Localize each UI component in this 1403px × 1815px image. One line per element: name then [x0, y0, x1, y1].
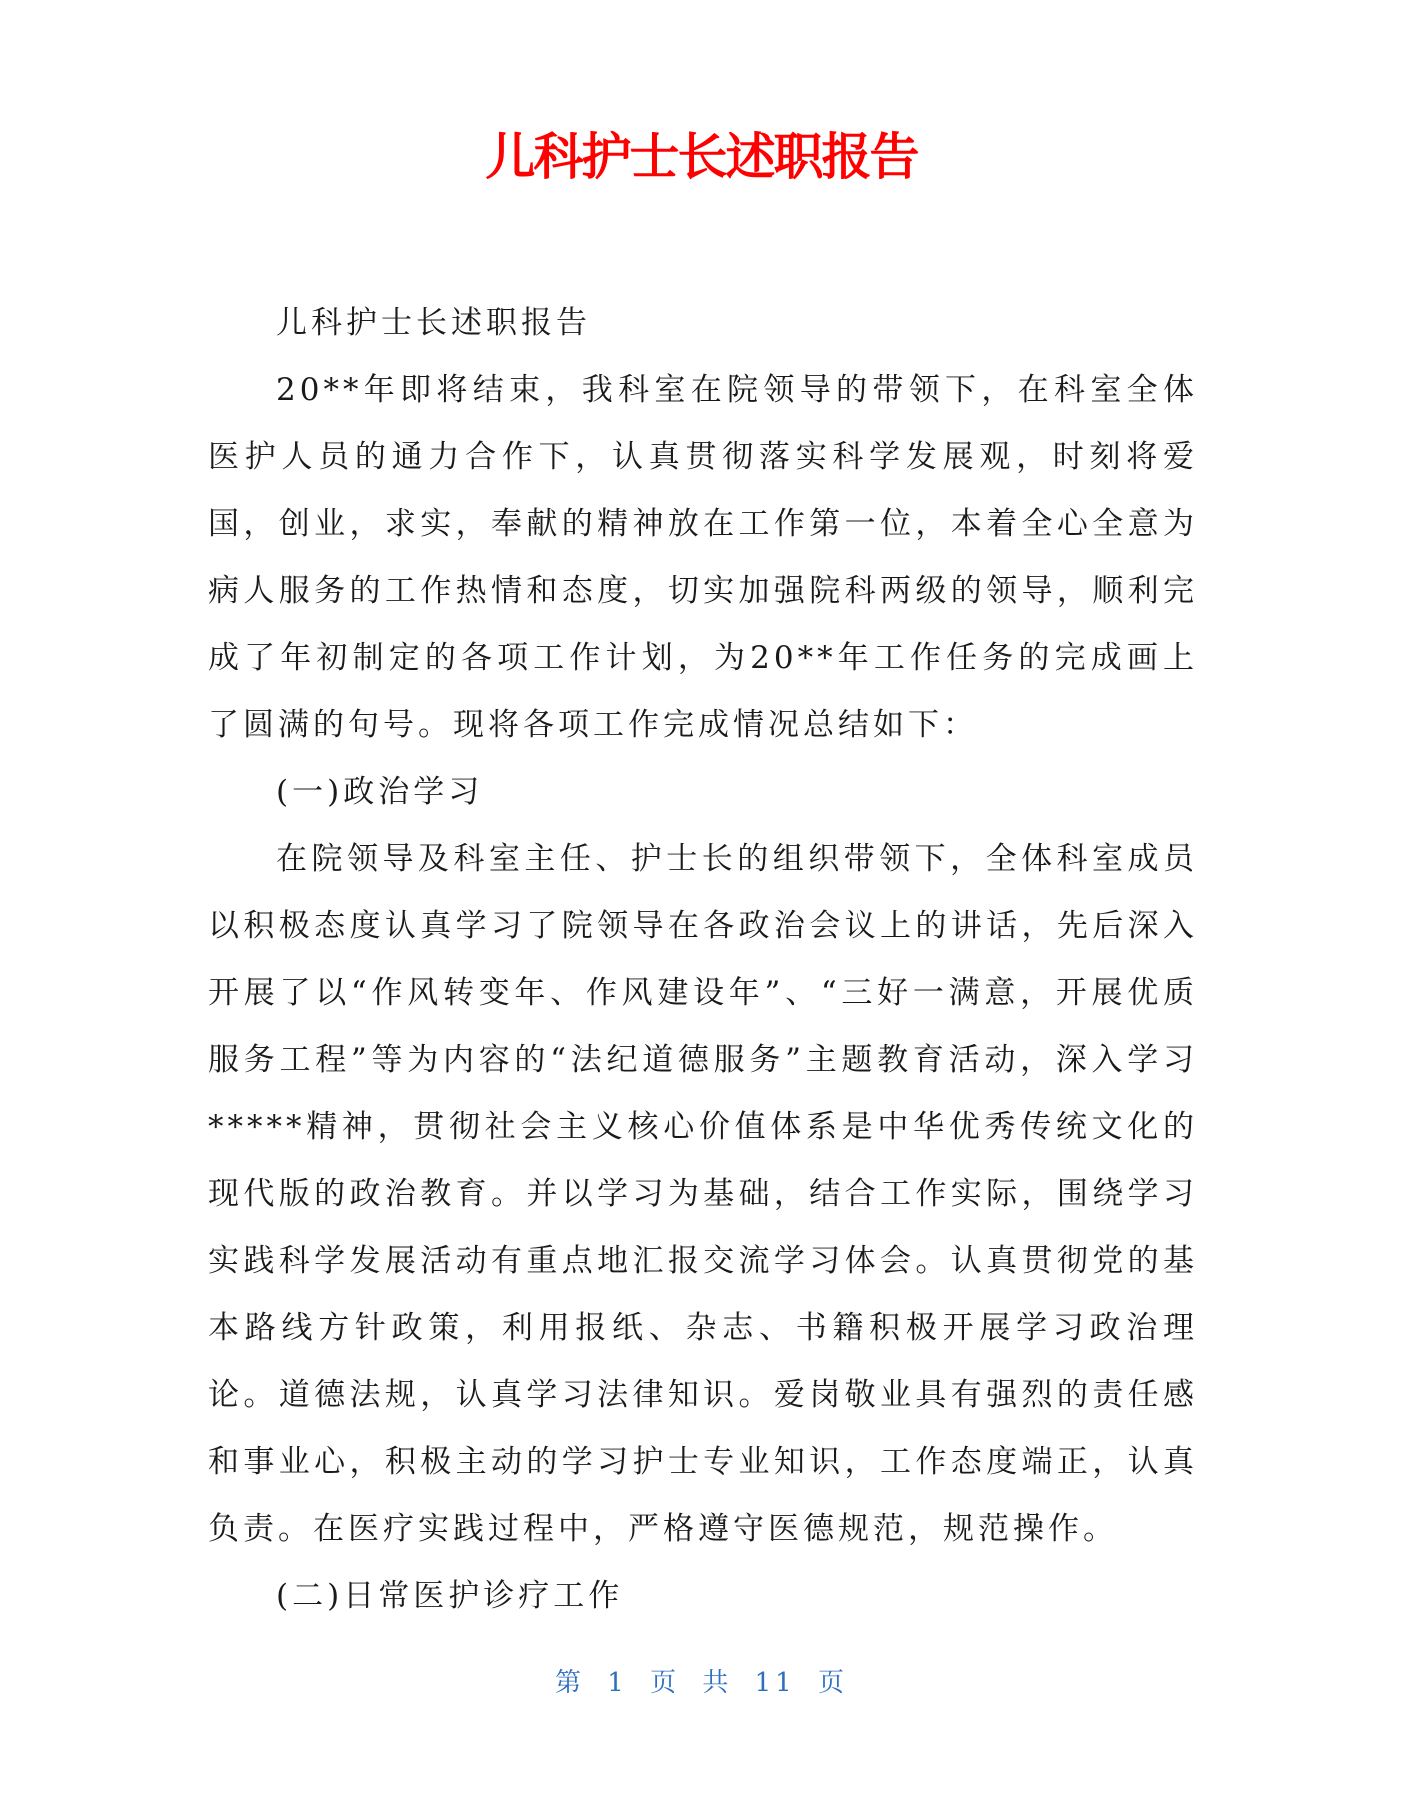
paragraph-intro: 20**年即将结束，我科室在院领导的带领下，在科室全体医护人员的通力合作下，认真贯彻落实科学发展观，时刻将爱国，创业，求实，奉献的精神放在工作第一位，本着全心全意为病人服务的工作热情和态度，切实加强院科两级的领导，顺利完成了年初制定的各项工作计划，为20**年工作任务的完成画上了圆满的句号。现将各项工作完成情况总结如下：	[208, 372, 1198, 743]
section-heading-daily-work: (二)日常医护诊疗工作	[276, 1578, 624, 1614]
section-heading-political-study: (一)政治学习	[276, 774, 484, 810]
paragraph-heading: 儿科护士长述职报告	[276, 305, 591, 341]
document-title: 儿科护士长述职报告	[485, 128, 918, 186]
page-number-footer: 第 1 页 共 11 页	[555, 1668, 848, 1698]
document-body	[208, 290, 1198, 1630]
paragraph-political-study: 在院领导及科室主任、护士长的组织带领下，全体科室成员以积极态度认真学习了院领导在各政治会议上的讲话，先后深入开展了以“作风转变年、作风建设年”、“三好一满意，开展优质服务工程”等为内容的“法纪道德服务”主题教育活动，深入学习*****精神，贯彻社会主义核心价值体系是中华优秀传统文化的现代版的政治教育。并以学习为基础，结合工作实际，围绕学习实践科学发展活动有重点地汇报交流学习体会。认真贯彻党的基本路线方针政策，利用报纸、杂志、书籍积极开展学习政治理论。道德法规，认真学习法律知识。爱岗敬业具有强烈的责任感和事业心，积极主动的学习护士专业知识，工作态度端正，认真负责。在医疗实践过程中，严格遵守医德规范，规范操作。	[208, 841, 1198, 1547]
